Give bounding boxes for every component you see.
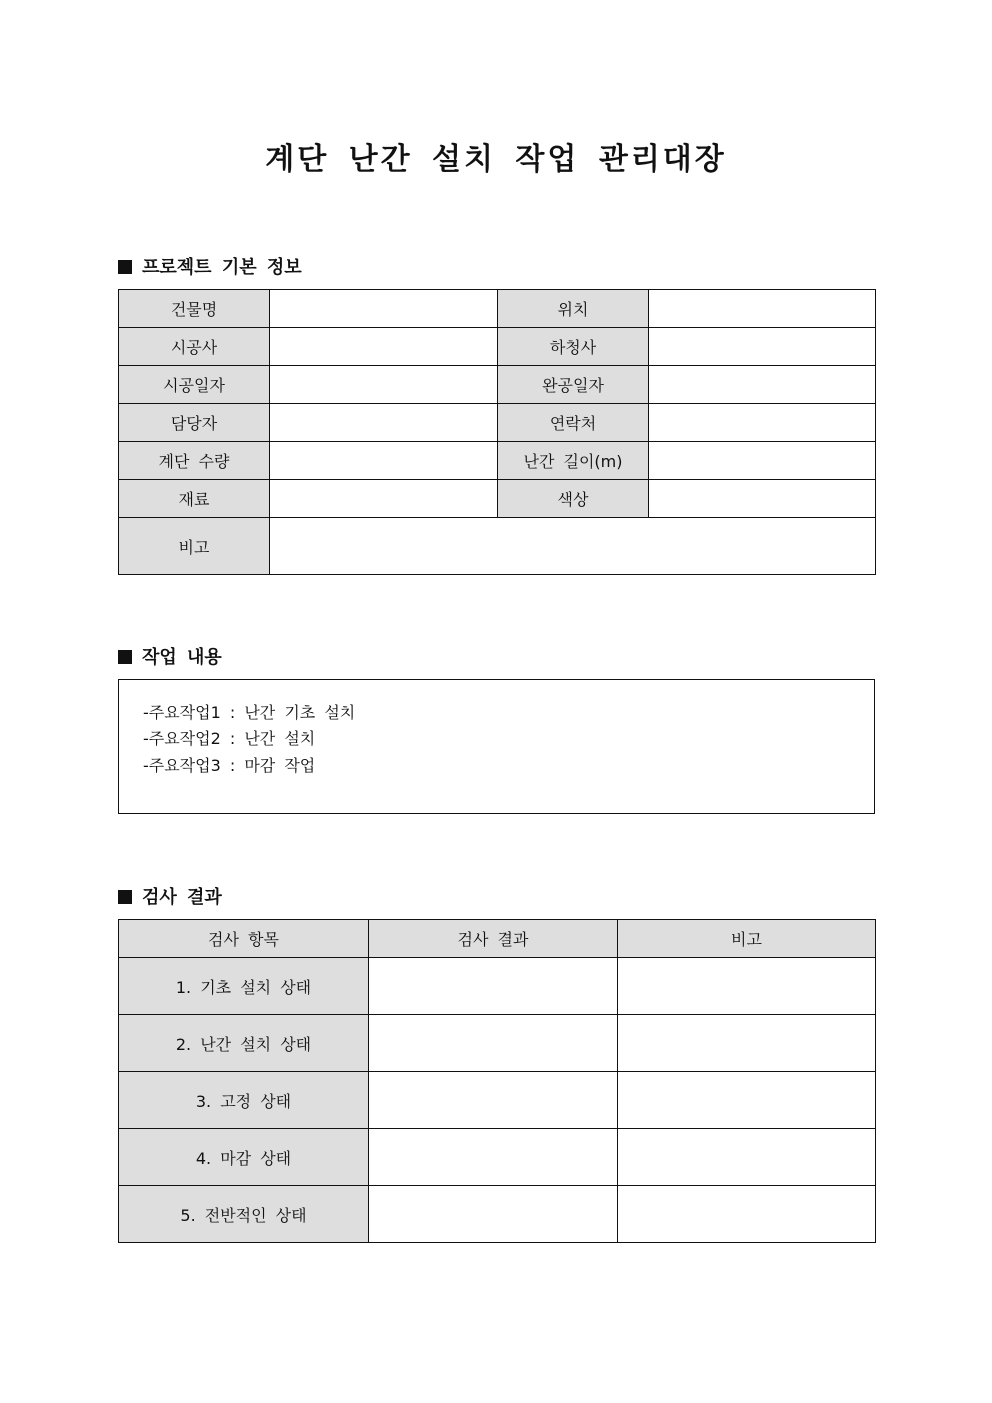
label-cell: 위치 bbox=[498, 290, 649, 328]
remarks-cell[interactable] bbox=[618, 1072, 876, 1129]
label-cell: 재료 bbox=[119, 480, 270, 518]
label-cell: 완공일자 bbox=[498, 366, 649, 404]
remarks-cell[interactable] bbox=[618, 958, 876, 1015]
value-cell[interactable] bbox=[270, 328, 498, 366]
inspection-item-cell: 3. 고정 상태 bbox=[119, 1072, 369, 1129]
section-heading-basic bbox=[118, 253, 302, 279]
table-row bbox=[119, 1015, 876, 1072]
remarks-cell[interactable] bbox=[618, 1186, 876, 1243]
label-cell: 건물명 bbox=[119, 290, 270, 328]
value-cell[interactable] bbox=[270, 366, 498, 404]
table-row bbox=[119, 958, 876, 1015]
section-heading-inspection bbox=[118, 883, 222, 909]
remarks-value-cell[interactable] bbox=[270, 518, 876, 575]
value-cell[interactable] bbox=[270, 442, 498, 480]
page-title: 계단 난간 설치 작업 관리대장 bbox=[265, 142, 727, 177]
value-cell[interactable] bbox=[649, 404, 876, 442]
result-cell[interactable] bbox=[369, 1072, 618, 1129]
value-cell[interactable] bbox=[649, 480, 876, 518]
label-cell: 계단 수량 bbox=[119, 442, 270, 480]
inspection-item-cell: 5. 전반적인 상태 bbox=[119, 1186, 369, 1243]
square-bullet-icon bbox=[118, 890, 132, 904]
table-row bbox=[119, 480, 876, 518]
value-cell[interactable] bbox=[270, 404, 498, 442]
label-cell: 색상 bbox=[498, 480, 649, 518]
value-cell[interactable] bbox=[270, 480, 498, 518]
table-row bbox=[119, 1129, 876, 1186]
label-cell: 시공일자 bbox=[119, 366, 270, 404]
table-row bbox=[119, 442, 876, 480]
work-item: -주요작업2 : 난간 설치 bbox=[143, 729, 316, 748]
label-cell: 난간 길이(m) bbox=[498, 442, 649, 480]
work-item: -주요작업1 : 난간 기초 설치 bbox=[143, 703, 356, 722]
table-row bbox=[119, 328, 876, 366]
table-row bbox=[119, 404, 876, 442]
inspection-item-cell: 1. 기초 설치 상태 bbox=[119, 958, 369, 1015]
work-content-box bbox=[118, 679, 875, 814]
square-bullet-icon bbox=[118, 260, 132, 274]
value-cell[interactable] bbox=[649, 290, 876, 328]
value-cell[interactable] bbox=[649, 442, 876, 480]
label-cell: 비고 bbox=[119, 518, 270, 575]
basic-info-table bbox=[118, 289, 876, 575]
column-header: 비고 bbox=[618, 920, 876, 958]
section-title: 프로젝트 기본 정보 bbox=[142, 257, 302, 278]
label-cell: 연락처 bbox=[498, 404, 649, 442]
table-row bbox=[119, 1072, 876, 1129]
column-header: 검사 결과 bbox=[369, 920, 618, 958]
label-cell: 하청사 bbox=[498, 328, 649, 366]
remarks-cell[interactable] bbox=[618, 1015, 876, 1072]
inspection-table bbox=[118, 919, 876, 1243]
value-cell[interactable] bbox=[649, 366, 876, 404]
table-row bbox=[119, 366, 876, 404]
result-cell[interactable] bbox=[369, 1129, 618, 1186]
result-cell[interactable] bbox=[369, 958, 618, 1015]
column-header: 검사 항목 bbox=[119, 920, 369, 958]
label-cell: 시공사 bbox=[119, 328, 270, 366]
table-row bbox=[119, 1186, 876, 1243]
section-title: 작업 내용 bbox=[142, 647, 222, 668]
section-title: 검사 결과 bbox=[142, 887, 222, 908]
value-cell[interactable] bbox=[270, 290, 498, 328]
square-bullet-icon bbox=[118, 650, 132, 664]
inspection-item-cell: 4. 마감 상태 bbox=[119, 1129, 369, 1186]
table-row bbox=[119, 290, 876, 328]
result-cell[interactable] bbox=[369, 1186, 618, 1243]
label-cell: 담당자 bbox=[119, 404, 270, 442]
remarks-cell[interactable] bbox=[618, 1129, 876, 1186]
inspection-item-cell: 2. 난간 설치 상태 bbox=[119, 1015, 369, 1072]
section-heading-work bbox=[118, 643, 222, 669]
work-item: -주요작업3 : 마감 작업 bbox=[143, 756, 316, 775]
value-cell[interactable] bbox=[649, 328, 876, 366]
result-cell[interactable] bbox=[369, 1015, 618, 1072]
